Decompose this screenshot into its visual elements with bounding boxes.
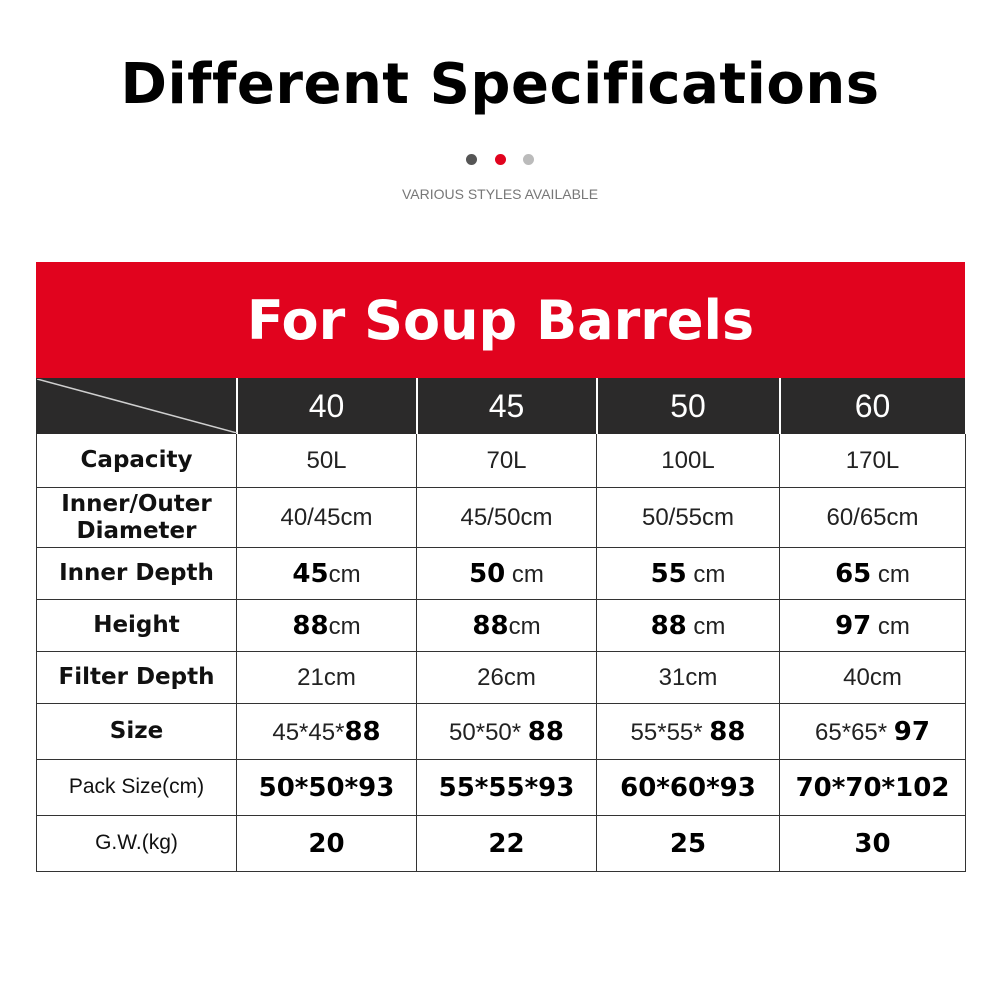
table-cell: 30 [780,816,966,872]
table-cell: 25 [597,816,780,872]
section-banner [36,262,965,378]
value-unit: cm [328,560,361,588]
table-row [37,600,966,652]
table-cell: 50L [237,434,417,488]
table-cell: 45/50cm [417,488,597,548]
table-row [37,760,966,816]
value-number: 88 [472,610,509,641]
column-header-50: 50 [597,379,780,434]
value-prefix: 55*55* [630,718,703,746]
table-cell: 31cm [597,652,780,704]
row-label-inner-depth: Inner Depth [37,548,237,600]
row-label-filter-depth: Filter Depth [37,652,237,704]
table-cell: 60/65cm [780,488,966,548]
table-cell [597,600,780,652]
value-number: 88 [344,716,381,747]
table-row [37,548,966,600]
value-number: 88 [709,716,746,747]
dot-3 [523,154,534,165]
value-number: 97 [835,610,872,641]
table-row [37,652,966,704]
value-number: 88 [527,716,564,747]
table-cell: 60*60*93 [597,760,780,816]
table-cell: 50*50*93 [237,760,417,816]
diagonal-line-icon [37,379,237,433]
table-cell [780,600,966,652]
value-unit: cm [877,560,910,588]
table-cell [780,548,966,600]
value-unit: cm [693,560,726,588]
table-cell [237,704,417,760]
table-cell: 50/55cm [597,488,780,548]
value-number: 65 [835,558,872,589]
table-cell [597,548,780,600]
table-cell: 21cm [237,652,417,704]
value-prefix: 50*50* [449,718,522,746]
value-number: 97 [893,716,930,747]
table-cell: 40cm [780,652,966,704]
column-header-45: 45 [417,379,597,434]
page-subtitle: VARIOUS STYLES AVAILABLE [401,186,599,202]
column-header-40: 40 [237,379,417,434]
banner-title: For Soup Barrels [246,288,755,352]
page-title: Different Specifications [120,52,880,117]
table-cell [597,704,780,760]
table-cell: 100L [597,434,780,488]
table-cell: 22 [417,816,597,872]
table-cell [417,600,597,652]
table-cell [237,600,417,652]
row-label-pack-size: Pack Size(cm) [37,760,237,816]
table-cell: 70*70*102 [780,760,966,816]
table-cell [417,704,597,760]
dot-1 [466,154,477,165]
column-header-60: 60 [780,379,966,434]
corner-cell [37,379,237,434]
table-row [37,704,966,760]
value-unit: cm [508,612,541,640]
value-number: 50 [469,558,506,589]
value-number: 88 [650,610,687,641]
value-unit: cm [693,612,726,640]
value-number: 55 [650,558,687,589]
value-prefix: 45*45* [272,718,345,746]
spec-table [36,378,967,872]
value-unit: cm [328,612,361,640]
row-label-gross-weight: G.W.(kg) [37,816,237,872]
table-cell: 70L [417,434,597,488]
table-cell: 170L [780,434,966,488]
table-row [37,434,966,488]
value-unit: cm [877,612,910,640]
table-cell [780,704,966,760]
value-number: 88 [292,610,329,641]
table-cell: 40/45cm [237,488,417,548]
table-cell: 26cm [417,652,597,704]
pagination-dots [0,150,1000,169]
row-label-height: Height [37,600,237,652]
table-header-row [37,379,966,434]
table-row [37,488,966,548]
table-cell [237,548,417,600]
table-cell: 55*55*93 [417,760,597,816]
row-label-diameter: Inner/Outer Diameter [37,488,237,548]
value-prefix: 65*65* [815,718,888,746]
table-cell [417,548,597,600]
row-label-capacity: Capacity [37,434,237,488]
value-unit: cm [511,560,544,588]
table-row [37,816,966,872]
table-cell: 20 [237,816,417,872]
value-number: 45 [292,558,329,589]
row-label-size: Size [37,704,237,760]
dot-2 [495,154,506,165]
